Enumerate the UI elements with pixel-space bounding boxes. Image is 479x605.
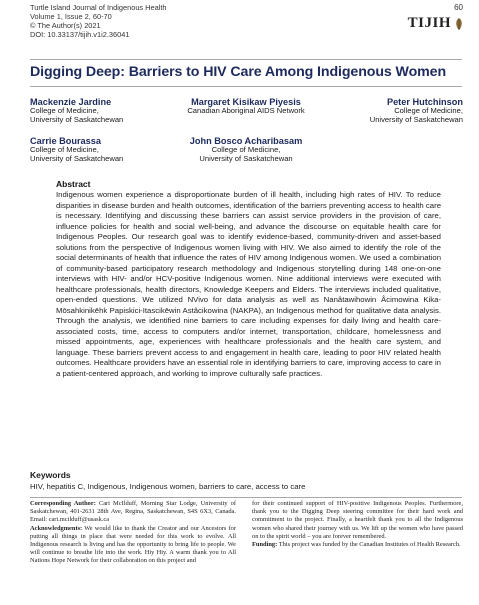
funding-text: This project was funded by the Canadian Institutes of Health Research.	[277, 541, 461, 549]
journal-logo	[408, 15, 465, 32]
corresponding-text: Cari McIlduff, Morning Star Lodge, University of Saskatchewan, 401-2631 28th Ave, Regina, Saskatchewan, S4S 6X3, Canada. Email: cari.mcilduff@usask.ca	[30, 500, 236, 524]
journal-header	[30, 3, 167, 39]
footnote-rule	[30, 497, 462, 498]
journal-name: Turtle Island Journal of Indigenous Health	[30, 3, 167, 12]
page-number: 60	[454, 3, 463, 12]
keywords-heading: Keywords	[30, 470, 71, 480]
author-name: Carrie Bourassa	[30, 136, 101, 146]
footnote-right	[252, 500, 463, 549]
corresponding-label: Corresponding Author:	[30, 500, 96, 507]
author-block	[370, 97, 463, 124]
acknowledgments-text-left: We would like to thank the Creator and our Ancestors for putting all things in place that were needed for this work to evolve. All Indigenous research is living and has the opportunity to bring life to people. We will continue to breathe life into the work. Hiy Hiy. A warm thank you to All Nations Hope Network for their collaboration on this project and	[30, 524, 236, 565]
author-affiliation: University of Saskatchewan	[30, 153, 124, 163]
author-block	[30, 136, 123, 163]
author-affiliation: College of Medicine,	[30, 106, 99, 115]
author-affiliation: University of Saskatchewan	[30, 114, 124, 124]
author-block	[170, 97, 322, 116]
author-affiliation: College of Medicine,	[211, 145, 281, 154]
logo-text: TIJIH	[407, 15, 451, 31]
author-name: Peter Hutchinson	[386, 97, 463, 107]
journal-doi[interactable]: DOI: 10.33137/tijih.v1i2.36041	[30, 30, 130, 40]
author-affiliation: College of Medicine,	[394, 106, 463, 115]
author-block	[170, 136, 322, 163]
keywords-text: HIV, hepatitis C, Indigenous, Indigenous women, barriers to care, access to care	[30, 482, 306, 491]
journal-volume: Volume 1, Issue 2, 60-70	[30, 12, 112, 22]
author-name: Margaret Kisikaw Piyesis	[191, 97, 301, 107]
acknowledgments-text-right: for their continued support of HIV-positive Indigenous Peoples. Furthermore, thank you to the Digging Deep steering committee for their hard work and commitment to the project. Finally, a heartfelt thank you to all the Indigenous women who shared their journey with us. We lift up the women who have passed on to the spirit world – you are forever remembered.	[252, 500, 463, 540]
author-affiliation: University of Saskatchewan	[199, 153, 293, 163]
funding-label: Funding:	[252, 541, 278, 549]
title-rule-bottom	[30, 86, 462, 87]
acknowledgments-label: Acknowledgments:	[30, 524, 83, 532]
author-affiliation: University of Saskatchewan	[369, 114, 463, 124]
abstract-section	[56, 179, 441, 379]
title-rule-top	[30, 59, 462, 60]
feather-icon	[453, 17, 465, 31]
author-name: Mackenzie Jardine	[30, 97, 112, 107]
abstract-text: Indigenous women experience a disproportionate burden of ill health, including high rates of HIV. To reduce disparities in disease burden and health outcomes, identification of the barriers preventing access to health care is necessary. Identifying and discussing these barriers can assist service providers in the provision of care, influence policies for health and social well-being, and advance the discourse on equitable health care for Indigenous Peoples. Our research goal was to identify evidence-based, community-driven and asset-based solutions from the perspective of Indigenous women living with HIV. We also aimed to identify the role of the social determinants of health that influence the rates of HIV among Indigenous women. We used a combination of community-based participatory research methodology and Indigenous storytelling during 148 one-on-one interviews with HIV- and/or HCV-positive Indigenous women. Nine additional interviews were executed with healthcare professionals, health directors, Knowledge Keepers and Elders. The interviews included qualitative, open-ended questions. We utilized NVivo for data analysis as well as Nanâtawihowin Âcimowina Kika-Mōsahkinikēhk Papiskici-Itascikēwin Astâcikowina (NAKPA), an Indigenous method for qualitative data analysis. Through the analysis, we identified nine barriers to care including expenses for daily living and health care-associated costs, time, access to computers and/or internet, transportation, childcare, homelessness and missed appointments, age, experiences with healthcare professionals and the health care system, and language. These barriers prevent access to and engagement in health care, leading to poor HIV related health outcomes. Healthcare providers have an essential role in identifying barriers to care, improving access to care in a patient-centered approach, and working to improve culturally safe practices.	[56, 190, 441, 378]
author-affiliation: College of Medicine,	[30, 145, 99, 154]
footnote-left	[30, 500, 236, 566]
article-title: Digging Deep: Barriers to HIV Care Among Indigenous Women	[30, 64, 447, 80]
abstract-heading: Abstract	[56, 179, 91, 189]
journal-copyright: © The Author(s) 2021	[30, 21, 101, 31]
author-block	[30, 97, 123, 124]
author-name: John Bosco Acharibasam	[189, 136, 303, 146]
author-affiliation: Canadian Aboriginal AIDS Network	[187, 106, 305, 115]
